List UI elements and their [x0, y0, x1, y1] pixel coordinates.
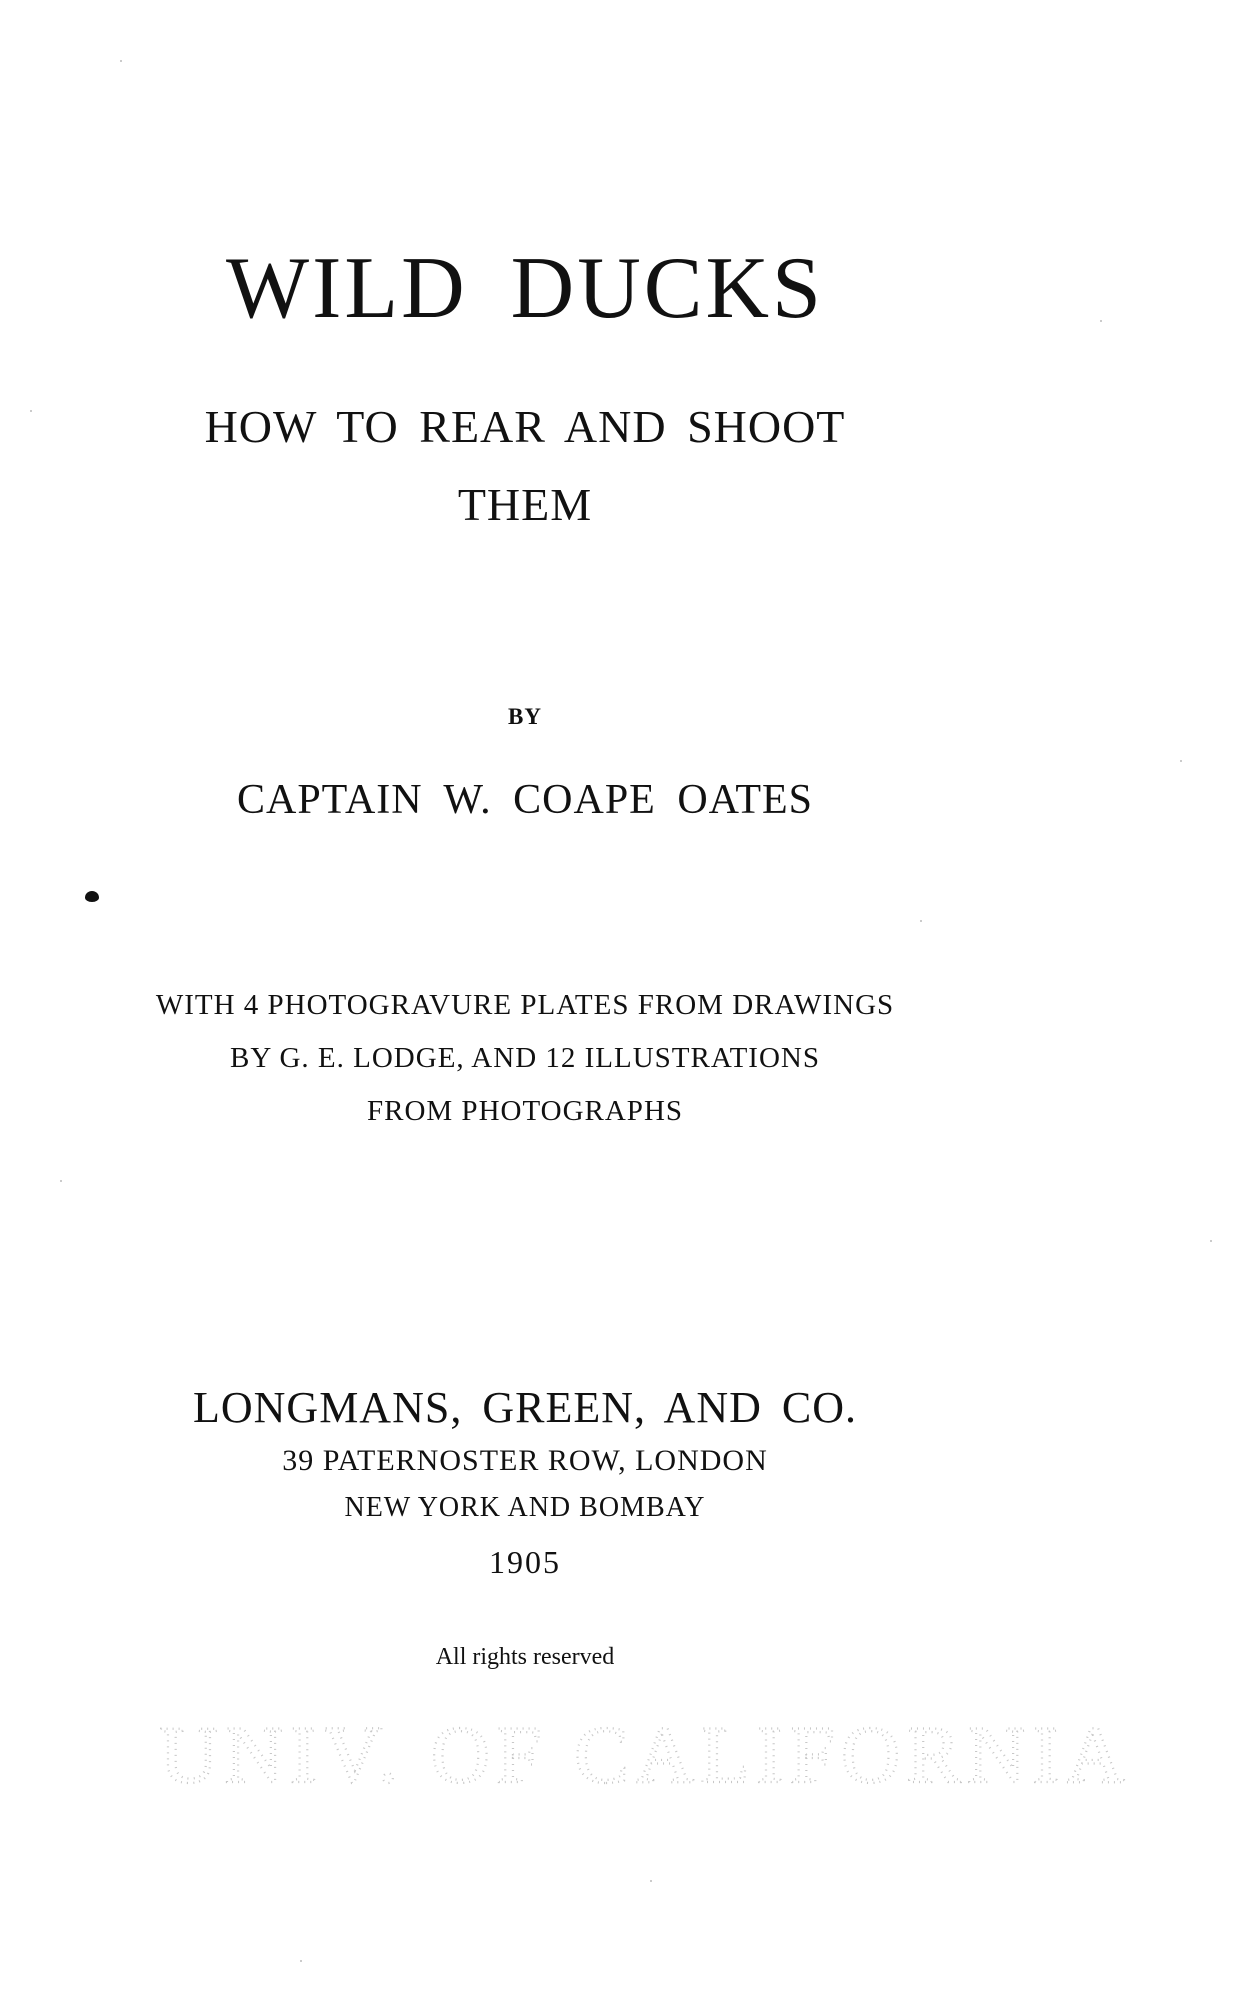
svg-text:UNIV. OF CALIFORNIA: UNIV. OF CALIFORNIA: [159, 1709, 1131, 1800]
scan-speck: [60, 1180, 62, 1182]
scan-speck: [300, 1960, 302, 1962]
scan-speck: [1210, 1240, 1212, 1242]
subtitle-line-2: THEM: [457, 479, 593, 530]
subtitle-line-1: HOW TO REAR AND SHOOT: [204, 401, 846, 452]
book-title: WILD DUCKS: [226, 240, 824, 337]
illustrations-line-2: BY G. E. LODGE, AND 12 ILLUSTRATIONS: [230, 1042, 820, 1074]
ink-blot-mark: [85, 891, 99, 902]
illustrations-line-1: WITH 4 PHOTOGRAVURE PLATES FROM DRAWINGS: [155, 989, 895, 1021]
illustrations-line-3: FROM PHOTOGRAPHS: [366, 1095, 684, 1127]
publisher-cities: NEW YORK AND BOMBAY: [344, 1492, 706, 1523]
publication-year: 1905: [489, 1544, 561, 1580]
by-label: BY: [508, 704, 542, 729]
scan-speck: [1180, 760, 1182, 762]
author-name: CAPTAIN W. COAPE OATES: [236, 777, 814, 823]
rights-notice: All rights reserved: [435, 1644, 615, 1670]
scan-speck: [650, 1880, 652, 1882]
publisher-address: 39 PATERNOSTER ROW, LONDON: [282, 1444, 768, 1477]
scan-speck: [920, 920, 922, 922]
publisher-name: LONGMANS, GREEN, AND CO.: [192, 1383, 858, 1432]
scan-speck: [30, 410, 32, 412]
scan-speck: [120, 60, 122, 62]
library-perforation-stamp: [159, 1632, 1131, 1802]
scan-speck: [1100, 320, 1102, 322]
